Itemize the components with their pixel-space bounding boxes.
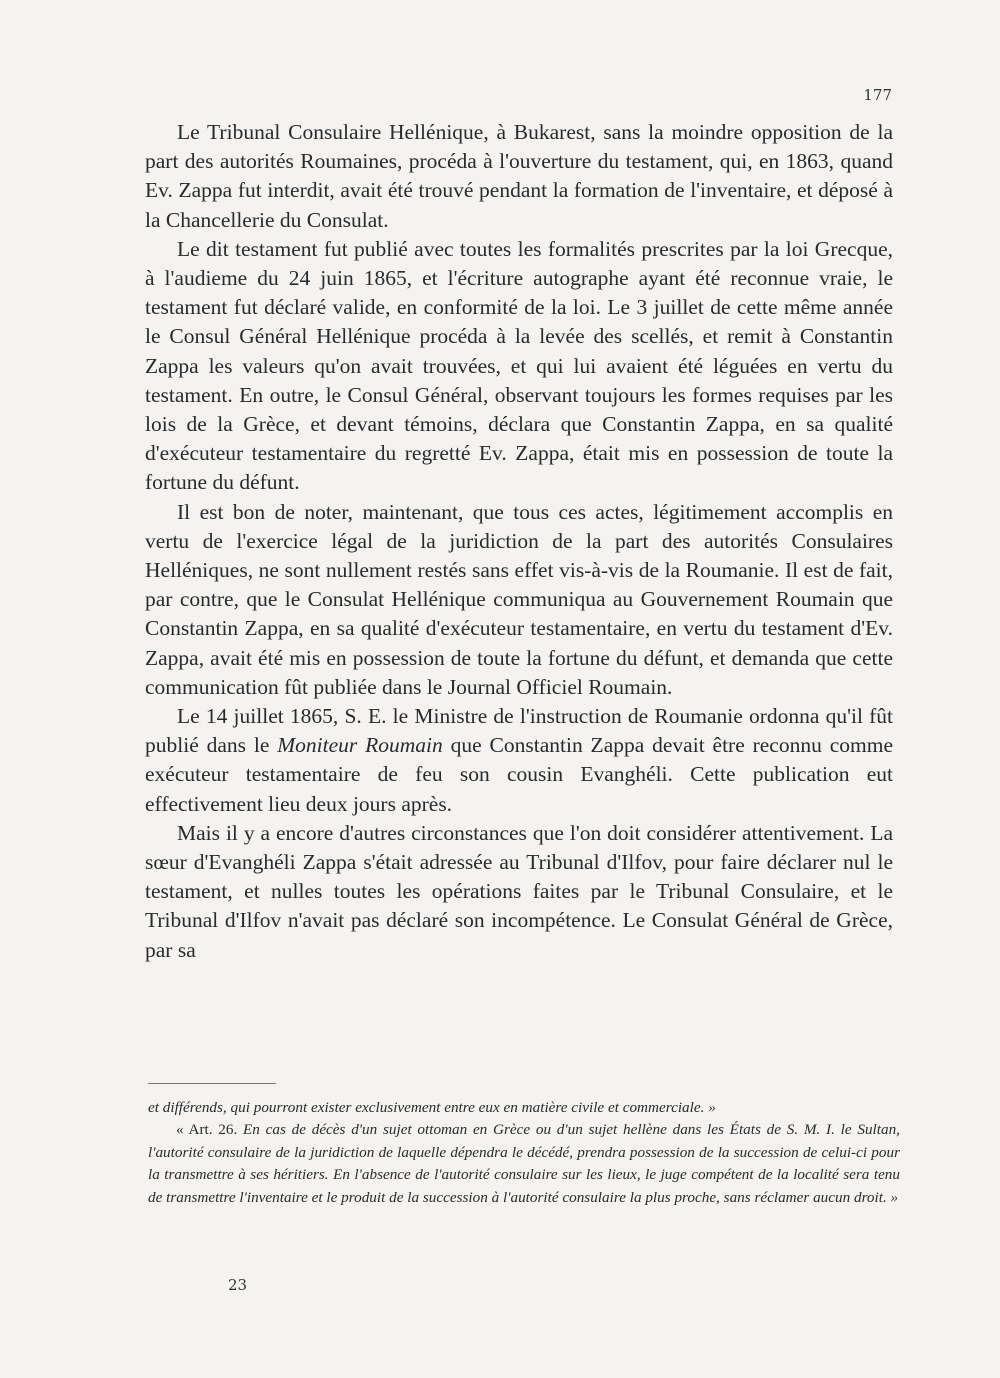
footnote-separator [148, 1083, 276, 1084]
paragraph: Il est bon de noter, maintenant, que tous ces actes, légitimement accomplis en vertu de l'exercice légal de la juridiction de la part des autorités Consulaires Helléniques, ne sont nullement restés sans effet vis-à-vis de la Roumanie. Il est de fait, par contre, que le Consulat Hellénique communiqua au Gouvernement Roumain que Constantin Zappa, en sa qualité d'exécuteur testamentaire, en vertu du testament d'Ev. Zappa, avait été mis en possession de toute la fortune du défunt, et demanda que cette communication fût publiée dans le Journal Officiel Roumain. [145, 499, 893, 699]
footnotes [148, 1097, 900, 1209]
footnote-line: et différends, qui pourront exister exclusivement entre eux en matière civile et commerciale. » [148, 1099, 716, 1116]
paragraph-text: que Constantin Zappa devait être reconnu comme exécuteur testamentaire de feu son cousin Evanghéli. Cette publication eut effectivement lieu deux jours après. [145, 733, 893, 816]
page-number: 177 [863, 86, 892, 104]
footnote-article [148, 1119, 900, 1209]
main-text [145, 118, 893, 965]
paragraph-text: Le 14 juillet 1865, S. E. le Ministre de l'instruction de Roumanie ordonna qu'il fût publié dans le [145, 704, 893, 758]
newspaper-title: Moniteur Roumain [277, 733, 443, 758]
paragraph: Mais il y a encore d'autres circonstances que l'on doit considérer attentivement. La sœur d'Evanghéli Zappa s'était adressée au Tribunal d'Ilfov, pour faire déclarer nul le testament, et nulles toutes les opérations faites par le Tribunal Consulaire, et le Tribunal d'Ilfov n'avait pas déclaré son incompétence. Le Consulat Général de Grèce, par sa [145, 820, 893, 962]
article-number: « Art. 26. [176, 1121, 238, 1139]
signature-mark: 23 [228, 1276, 248, 1294]
article-text: En cas de décès d'un sujet ottoman en Grèce ou d'un sujet hellène dans les États de S. M. I. le Sultan, l'autorité consulaire de la juridiction de laquelle dépendra le décédé, prendra possession de la succession de celui-ci pour la transmettre à ses héritiers. En l'absence de l'autorité consulaire sur les lieux, le juge compétent de la localité sera tenu de transmettre l'inventaire et le produit de la succession à l'autorité consulaire la plus proche, sans réclamer aucun droit. » [148, 1121, 900, 1206]
paragraph [145, 702, 893, 819]
paragraph: Le Tribunal Consulaire Hellénique, à Bukarest, sans la moindre opposition de la part des autorités Roumaines, procéda à l'ouverture du testament, qui, en 1863, quand Ev. Zappa fut interdit, avait été trouvé pendant la formation de l'inventaire, et déposé à la Chancellerie du Consulat. [145, 120, 893, 232]
paragraph: Le dit testament fut publié avec toutes les formalités prescrites par la loi Grecque, à l'audieme du 24 juin 1865, et l'écriture autographe ayant été reconnue vraie, le testament fut déclaré valide, en conformité de la loi. Le 3 juillet de cette même année le Consul Général Hellénique procéda à la levée des scellés, et remit à Constantin Zappa les valeurs qu'on avait trouvées, et qui lui avaient été léguées en vertu du testament. En outre, le Consul Général, observant toujours les formes requises par les lois de la Grèce, et devant témoins, déclara que Constantin Zappa, en sa qualité d'exécuteur testamentaire du regretté Ev. Zappa, était mis en possession de toute la fortune du défunt. [145, 236, 893, 495]
